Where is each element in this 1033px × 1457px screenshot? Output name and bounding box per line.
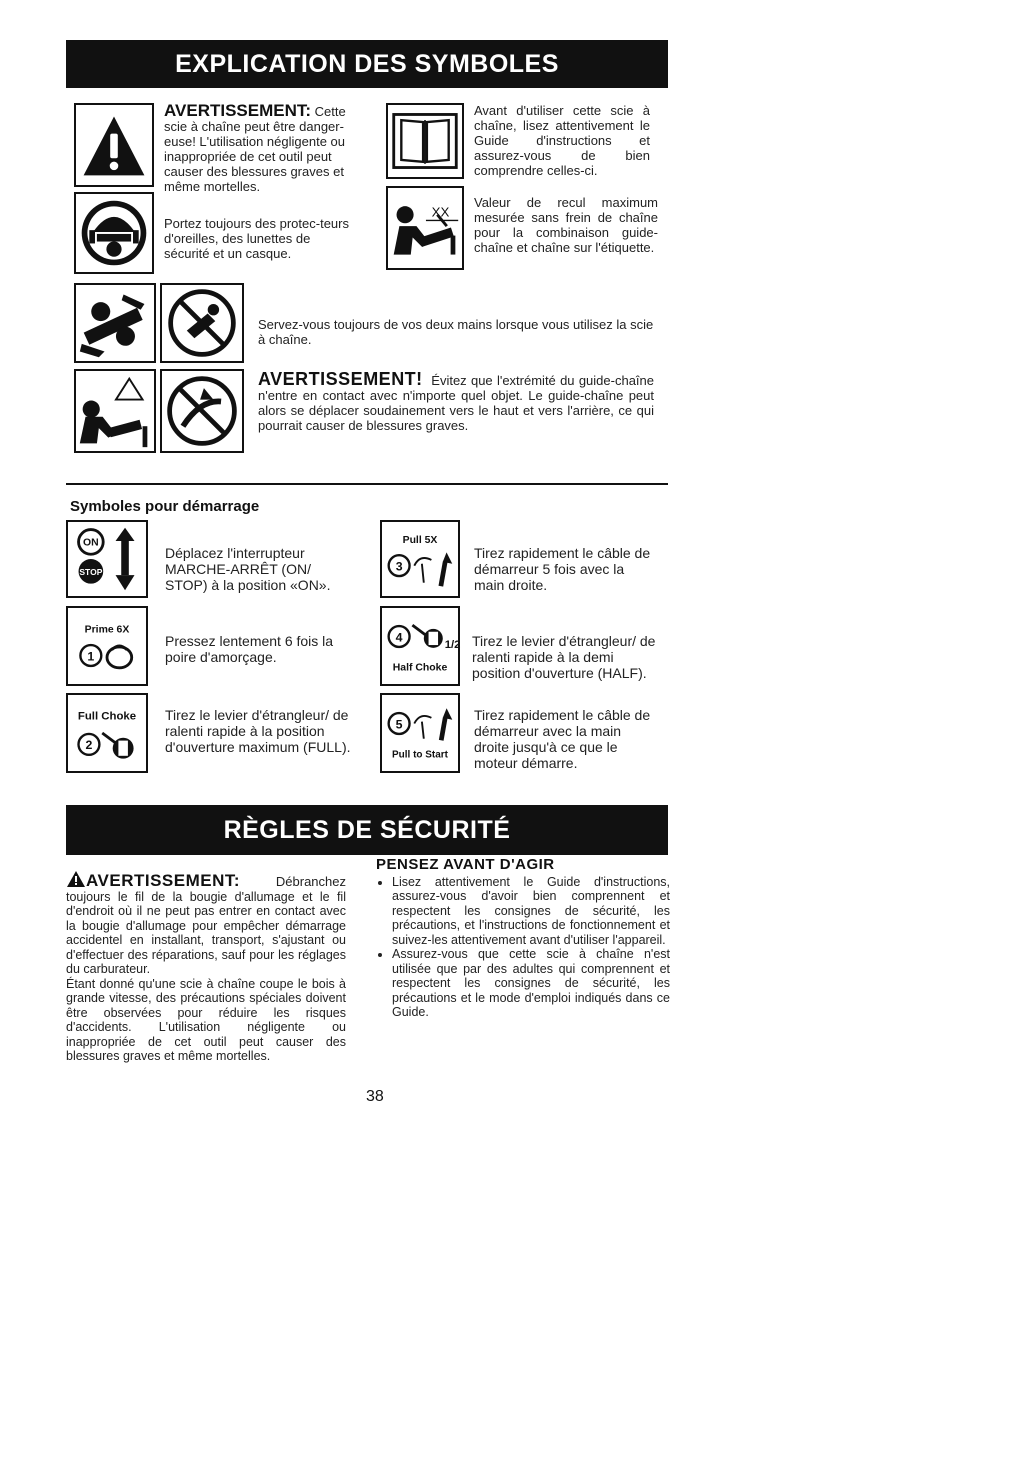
kickback-icon-label: XX	[431, 204, 450, 220]
pull-5x-text: Tirez rapidement le câble de démarreur 5 fois avec la main droite.	[474, 545, 651, 593]
warning-lead: Cette	[314, 104, 346, 119]
banner-title: EXPLICATION DES SYMBOLES	[175, 49, 559, 78]
section-banner-symbols	[66, 40, 668, 88]
pull-to-start-icon	[380, 693, 460, 773]
half-choke-label: Half Choke	[392, 662, 448, 674]
prime-text: Pressez lentement 6 fois la poire d'amorçage.	[165, 633, 334, 665]
half-choke-step-number: 4	[395, 630, 403, 645]
half-choke-text: Tirez le levier d'étrangleur/ de ralenti rapide à la demi position d'ouverture (HALF).	[472, 633, 656, 681]
prime-step-number: 1	[87, 649, 95, 664]
warning2-body: Évitez que l'extrémité du guide-chaîne n'entre en contact avec n'importe quel objet. Le guide-chaîne peut alors se déplacer soudainement vers le haut et vers l'arrière, ce qui pourrait causer de blessures graves.	[258, 373, 654, 433]
list-item: • Lisez attentivement le Guide d'instructions, assurez-vous d'avoir bien comprennent et respectent les consignes de sécurité, les précautions, et l'instructions de fonctionnement et suivez-les attentivement avant d'utiliser l'appareil.	[392, 875, 670, 948]
protective-gear-icon	[74, 192, 154, 274]
full-choke-icon	[66, 693, 148, 773]
warning2-block	[258, 369, 654, 433]
tip-contact-prohibited-icon	[160, 369, 244, 453]
pull-to-start-label: Pull to Start	[392, 749, 448, 761]
warning-triangle-icon	[74, 103, 154, 187]
kickback-text: Valeur de recul maximum mesurée sans frein de chaîne pour la combinaison guide-chaîne et chaîne sur l'étiquette.	[474, 195, 658, 255]
stop-label: STOP	[79, 567, 103, 578]
on-label: ON	[83, 537, 99, 549]
pull-5x-label: Pull 5X	[402, 534, 438, 546]
pull-5x-step-number: 3	[395, 559, 403, 574]
full-choke-label: Full Choke	[77, 710, 137, 723]
full-choke-text: Tirez le levier d'étrangleur/ de ralenti rapide à la position d'ouverture maximum (FULL).	[165, 707, 351, 755]
list-item: • Assurez-vous que cette scie à chaîne n'est utilisée que par des adultes qui comprennent et respectent les consignes de sécurité, les précautions et le mode d'emploi indiqués dans ce Guide.	[392, 947, 670, 1020]
safety-warning-body-2: Étant donné qu'une scie à chaîne coupe le bois à grande vitesse, des précautions spéciales doivent être observées pour réduire les risques d'accidents. L'utilisation négligente ou inappropriée de cet outil peut causer des blessures graves et même mortelles.	[66, 976, 346, 1063]
pull-to-start-text: Tirez rapidement le câble de démarreur avec la main droite jusqu'à ce que le moteur démarre.	[474, 707, 651, 771]
think-heading: PENSEZ AVANT D'AGIR	[376, 856, 555, 873]
two-hands-text: Servez-vous toujours de vos deux mains lorsque vous utilisez la scie à chaîne.	[258, 317, 654, 347]
warning-block	[164, 103, 362, 194]
on-stop-switch-icon	[66, 520, 148, 598]
manual-book-icon	[386, 103, 464, 179]
one-hand-prohibited-icon	[160, 283, 244, 363]
page-number: 38	[366, 1088, 384, 1105]
kickback-tip-icon	[74, 369, 156, 453]
warning-triangle-small-icon	[66, 870, 86, 888]
think-before-acting-block	[376, 858, 670, 1020]
half-choke-icon	[380, 606, 460, 686]
kickback-value-icon	[386, 186, 464, 270]
two-hands-icon	[74, 283, 156, 363]
warning2-title: AVERTISSEMENT!	[258, 369, 423, 389]
safety-warning-title: AVERTISSEMENT:	[86, 871, 241, 890]
warning-body: scie à chaîne peut être danger-euse! L'utilisation négligente ou inappropriée de cet outil peut causer des blessures graves et même mortelles.	[164, 119, 346, 194]
safety-warning-lead: Débranchez	[275, 874, 346, 889]
switch-text: Déplacez l'interrupteur MARCHE-ARRÊT (ON/ STOP) à la position «ON».	[165, 545, 331, 593]
primer-bulb-icon	[66, 606, 148, 686]
half-choke-fraction: 1/2	[444, 638, 461, 651]
protection-text: Portez toujours des protec-teurs d'oreilles, des lunettes de sécurité et un casque.	[164, 216, 349, 261]
banner-title: RÈGLES DE SÉCURITÉ	[223, 815, 511, 844]
full-choke-step-number: 2	[85, 738, 93, 753]
safety-warning-body: toujours le fil de la bougie d'allumage et le fil d'endroit où il ne peut pas entrer en contact avec la bougie d'allumage pour empêcher démarrage accidentel en installant, transport, s'ajustant ou d'effectuer des réparations, sauf pour les réglages du carburateur.	[66, 889, 346, 976]
safety-warning-block	[66, 870, 346, 1064]
section-banner-safety	[66, 805, 668, 855]
manual-text: Avant d'utiliser cette scie à chaîne, lisez attentivement le Guide d'instructions et assurez-vous de bien comprendre celles-ci.	[474, 103, 650, 178]
prime-label: Prime 6X	[84, 624, 130, 636]
pull-to-start-step-number: 5	[395, 717, 403, 732]
pull-5x-icon	[380, 520, 460, 598]
section-divider	[66, 483, 668, 485]
warning-title: AVERTISSEMENT:	[164, 101, 312, 120]
starting-symbols-heading: Symboles pour démarrage	[70, 498, 260, 515]
